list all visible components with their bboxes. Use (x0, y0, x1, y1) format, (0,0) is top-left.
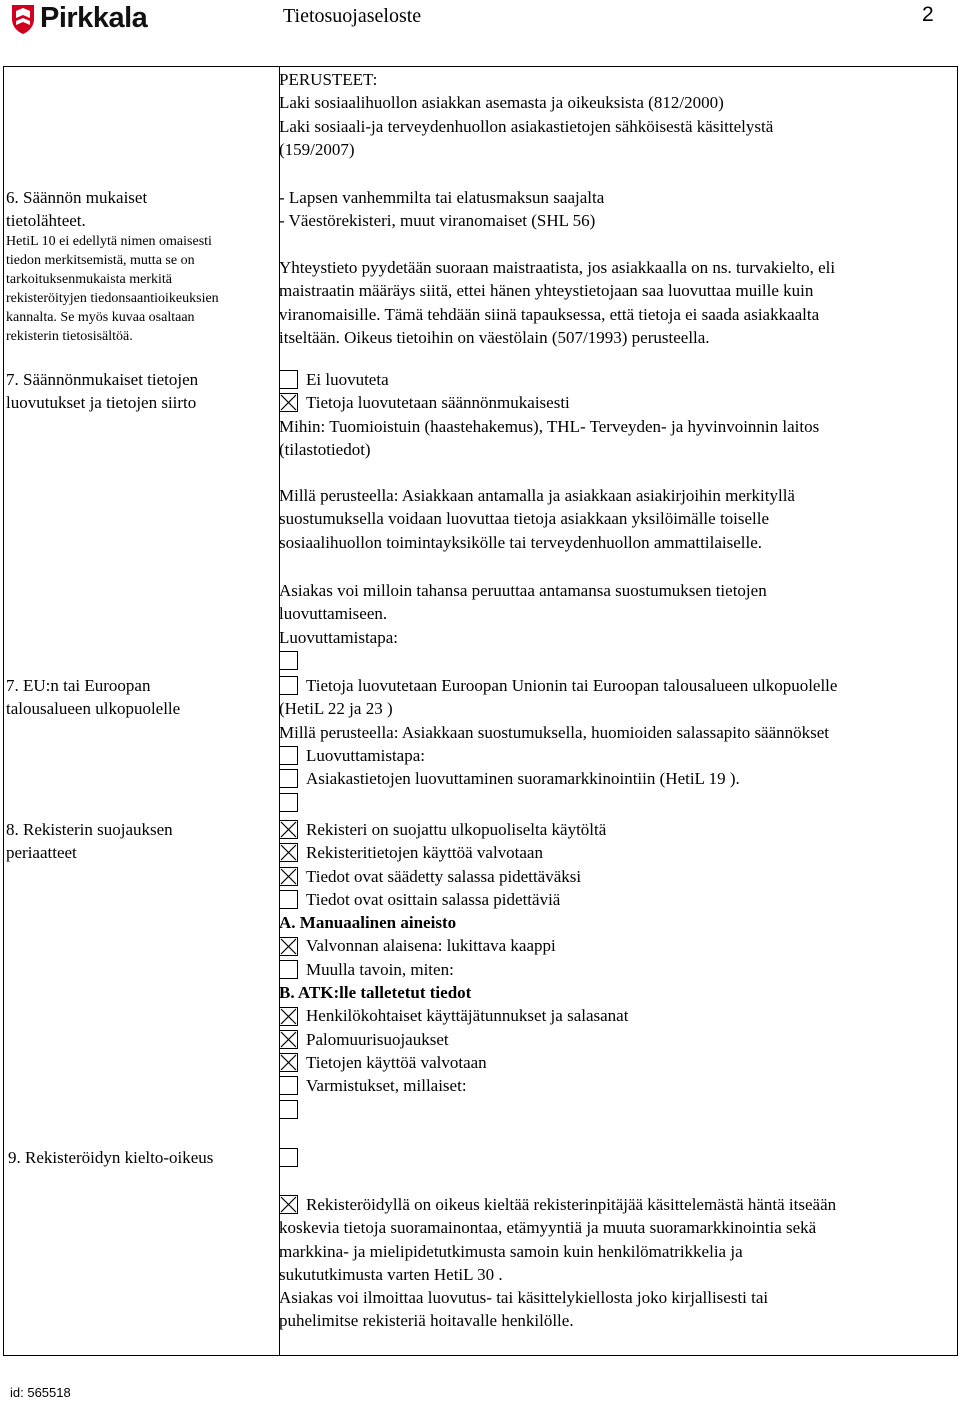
checkbox[interactable] (279, 937, 298, 956)
revoke-line: Asiakas voi milloin tahansa peruuttaa antamansa suostumuksen tietojen (279, 581, 767, 600)
option-label: Ei luovuteta (306, 370, 389, 389)
section8-title: periaatteet (6, 843, 77, 862)
section6-note: HetiL 10 ei edellytä nimen omaisesti (6, 234, 212, 249)
recipient-line: (tilastotiedot) (279, 439, 371, 459)
section7eu-title: 7. EU:n tai Euroopan (6, 676, 151, 695)
section7-title: 7. Säännönmukaiset tietojen (6, 370, 199, 389)
check-cross-icon (280, 1008, 297, 1025)
section7-revoke (279, 579, 951, 672)
check-cross-icon (280, 1031, 297, 1048)
revoke-line: luovuttamiseen. (279, 604, 388, 624)
checkbox[interactable] (279, 651, 298, 670)
checkbox[interactable] (279, 393, 298, 412)
checkbox[interactable] (279, 843, 298, 862)
option-ei-luovuteta[interactable] (279, 368, 951, 391)
section6-note: tarkoituksenmukaista merkitä (6, 272, 173, 287)
check-cross-icon (280, 1054, 297, 1071)
option-label: Tietoja luovutetaan Euroopan Unionin tai Euroopan talousalueen ulkopuolelle (306, 676, 838, 695)
check-cross-icon (280, 821, 297, 838)
option-kayttoa-valvotaan[interactable] (279, 1051, 951, 1074)
page-number: 2 (922, 3, 934, 26)
section9-label (8, 1146, 270, 1169)
revoke-line: Luovuttamistapa: (279, 627, 398, 647)
option-label: Tietoja luovutetaan säännönmukaisesti (306, 393, 570, 413)
note-line: Asiakas voi ilmoittaa luovutus- tai käsittelykiellosta joko kirjallisesti tai (279, 1288, 769, 1308)
option-label: Asiakastietojen luovuttaminen suoramarkkinointiin (HetiL 19 ). (306, 769, 740, 789)
checkbox[interactable] (279, 769, 298, 788)
checkbox[interactable] (279, 1007, 298, 1026)
blank-option[interactable] (279, 1146, 951, 1169)
section6-note: rekisterin tietosisältöä. (6, 329, 133, 344)
section6-label (6, 186, 268, 346)
perusteet-block (279, 68, 951, 161)
contact-line: viranomaisille. Tämä tehdään siinä tapauksessa, että tietoja ei saada asiakkaalta (279, 304, 820, 324)
basis-line: Millä perusteella: Asiakkaan antamalla ja asiakkaan asiakirjoihin merkityllä (279, 486, 795, 505)
section6-note: kannalta. Se myös kuvaa osaltaan (6, 310, 195, 325)
option-eu-transfer[interactable] (279, 674, 951, 697)
document-title: Tietosuojaseloste (283, 5, 422, 27)
basis-line: sosiaalihuollon toimintayksikölle tai terveydenhuollon ammattilaiselle. (279, 532, 762, 552)
basis-line: Millä perusteella: Asiakkaan suostumuksella, huomioiden salassapito säännökset (279, 722, 830, 742)
section7-basis (279, 484, 951, 554)
section7-label (6, 368, 268, 414)
source-line: - Väestörekisteri, muut viranomaiset (SHL 56) (279, 211, 596, 231)
recipient-line: Mihin: Tuomioistuin (haastehakemus), THL- Terveyden- ja hyvinvoinnin laitos (279, 416, 820, 436)
perusteet-heading: PERUSTEET: (279, 70, 378, 89)
option-label: Varmistukset, millaiset: (306, 1076, 467, 1096)
option-label-cont: markkina- ja mielipidetutkimusta samoin kuin henkilömatrikkelia ja (279, 1241, 743, 1261)
option-label: Rekisteri on suojattu ulkopuoliselta käytöltä (306, 820, 607, 839)
option-label: Rekisteritietojen käyttöä valvotaan (306, 843, 543, 863)
section7eu-title: talousalueen ulkopuolelle (6, 699, 181, 718)
option-kielto-oikeus[interactable] (279, 1193, 951, 1216)
source-line: - Lapsen vanhemmilta tai elatusmaksun saajalta (279, 188, 605, 207)
option-lukittava-kaappi[interactable] (279, 934, 951, 957)
option-luovutetaan[interactable] (279, 391, 951, 414)
section9-content (279, 1193, 951, 1333)
logo-text: Pirkkala (40, 2, 148, 34)
option-label: Tietojen käyttöä valvotaan (306, 1052, 487, 1072)
check-cross-icon (280, 844, 297, 861)
option-varmistukset[interactable] (279, 1074, 951, 1097)
contact-line: itseltään. Oikeus tietoihin on väestölain (507/1993) perusteella. (279, 327, 710, 347)
blank-option[interactable] (279, 1098, 951, 1121)
check-cross-icon (280, 938, 297, 955)
check-cross-icon (280, 394, 297, 411)
pirkkala-logo (10, 2, 147, 35)
option-label-cont: sukututkimusta varten HetiL 30 . (279, 1264, 503, 1284)
checkbox[interactable] (279, 1076, 298, 1095)
luovuttamistapa-blank[interactable] (279, 649, 951, 672)
check-cross-icon (280, 1196, 297, 1213)
option-label: Tiedot ovat osittain salassa pidettäviä (306, 889, 561, 909)
option-valvotaan[interactable] (279, 841, 951, 864)
section6-title: 6. Säännön mukaiset (6, 188, 148, 207)
page-header (0, 0, 960, 40)
option-suojattu[interactable] (279, 818, 951, 841)
checkbox[interactable] (279, 1053, 298, 1072)
checkbox[interactable] (279, 1100, 298, 1119)
blank-option[interactable] (279, 790, 951, 813)
option-kayttajatunnukset[interactable] (279, 1004, 951, 1027)
atk-heading: B. ATK:lle talletetut tiedot (279, 983, 472, 1003)
option-muulla-tavoin[interactable] (279, 958, 951, 981)
pirkkala-shield-icon (10, 3, 36, 35)
check-cross-icon (280, 868, 297, 885)
checkbox[interactable] (279, 1148, 298, 1167)
hetil-line: (HetiL 22 ja 23 ) (279, 699, 393, 719)
option-label: Tiedot ovat säädetty salassa pidettäväksi (306, 866, 582, 886)
option-label: Henkilökohtaiset käyttäjätunnukset ja salasanat (306, 1006, 629, 1026)
perusteet-line: (159/2007) (279, 139, 355, 159)
perusteet-line: Laki sosiaalihuollon asiakkan asemasta ja oikeuksista (812/2000) (279, 93, 724, 113)
checkbox[interactable] (279, 676, 298, 695)
option-label: Luovuttamistapa: (306, 745, 425, 765)
checkbox[interactable] (279, 746, 298, 765)
section8-label (6, 818, 268, 864)
perusteet-line: Laki sosiaali-ja terveydenhuollon asiakastietojen sähköisestä käsittelystä (279, 116, 774, 136)
checkbox[interactable] (279, 960, 298, 979)
option-label: Valvonnan alaisena: lukittava kaappi (306, 936, 556, 956)
section8-title: 8. Rekisterin suojauksen (6, 820, 173, 839)
option-label: Rekisteröidyllä on oikeus kieltää rekisterinpitäjää käsittelemästä häntä itseään (306, 1195, 837, 1214)
section7-title: luovutukset ja tietojen siirto (6, 393, 197, 412)
option-suoramarkkinointi[interactable] (279, 767, 951, 790)
option-palomuuri[interactable] (279, 1028, 951, 1051)
option-osittain-salassa[interactable] (279, 888, 951, 911)
basis-line: suostumuksella voidaan luovuttaa tietoja asiakkaan yksilöimälle toiselle (279, 509, 770, 529)
section6-content (279, 186, 951, 233)
checkbox[interactable] (279, 370, 298, 389)
option-label-cont: koskevia tietoja suoramainontaa, etämyyntiä ja muuta suoramarkkinointia sekä (279, 1218, 817, 1238)
note-line: puhelimitse rekisteriä hoitavalle henkilölle. (279, 1311, 574, 1331)
checkbox[interactable] (279, 793, 298, 812)
checkbox[interactable] (279, 867, 298, 886)
manual-heading: A. Manuaalinen aineisto (279, 913, 457, 933)
section6-note: rekisteröityjen tiedonsaantioikeuksien (6, 291, 219, 306)
option-salassa[interactable] (279, 865, 951, 888)
checkbox[interactable] (279, 1195, 298, 1214)
section7eu-label (6, 674, 268, 720)
section7eu-content (279, 674, 951, 814)
section6-title: tietolähteet. (6, 211, 86, 230)
section7-content (279, 368, 951, 461)
option-luovuttamistapa[interactable] (279, 744, 951, 767)
checkbox[interactable] (279, 890, 298, 909)
section8-content (279, 818, 951, 1121)
section9-blank (279, 1146, 951, 1169)
section6-note: tiedon merkitsemistä, mutta se on (6, 253, 195, 268)
section6-contact (279, 256, 951, 349)
option-label: Palomuurisuojaukset (306, 1029, 449, 1049)
checkbox[interactable] (279, 820, 298, 839)
section9-title: 9. Rekisteröidyn kielto-oikeus (8, 1148, 214, 1167)
option-label: Muulla tavoin, miten: (306, 959, 454, 979)
checkbox[interactable] (279, 1030, 298, 1049)
contact-line: maistraatin määräys siitä, ettei hänen yhteystietojaan saa luovuttaa muille kuin (279, 281, 814, 301)
contact-line: Yhteystieto pyydetään suoraan maistraatista, jos asiakkaalla on ns. turvakielto, eli (279, 258, 836, 277)
document-id: id: 565518 (10, 1385, 71, 1400)
